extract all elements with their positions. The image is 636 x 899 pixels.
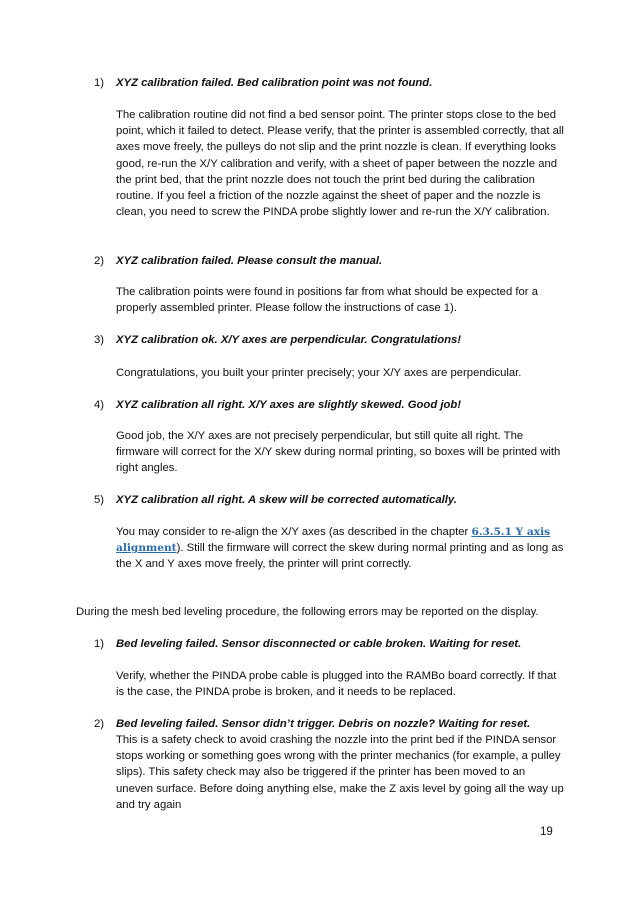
list-number: 1): [94, 77, 105, 89]
case-body: Verify, whether the PINDA probe cable is plugged into the RAMBo board correctly. If that is the case, the PINDA probe is broken, and it needs to be replaced.: [116, 670, 557, 699]
mesh-intro: During the mesh bed leveling procedure, the following errors may be reported on the display.: [76, 606, 539, 618]
case-heading: XYZ calibration all right. X/Y axes are slightly skewed. Good job!: [116, 399, 462, 411]
case-body: This is a safety check to avoid crashing the nozzle into the print bed if the PINDA sensor stops working or something goes wrong with the printer mechanics (for example, a pulley slips). This safety check may also be triggered if the printer has been moved to an uneven surface. Before doing anything else, make the Z axis level by going all the way up and try again: [116, 734, 564, 811]
case-body: The calibration routine did not find a bed sensor point. The printer stops close to the bed point, which it failed to detect. Please verify, that the printer is assembled correctly, that all axes move freely, the pulleys do not slip and the print nozzle is clean. If everything looks good, re-run the X/Y calibration and verify, with a sheet of paper between the nozzle and the print bed, that the print nozzle does not touch the print bed during the calibration routine. If you feel a friction of the nozzle against the sheet of paper and the nozzle is clean, you need to screw the PINDA probe slightly lower and re-run the X/Y calibration.: [116, 109, 564, 219]
case-body-text: You may consider to re-align the X/Y axes (as described in the chapter: [116, 526, 472, 538]
list-number: 2): [94, 718, 105, 730]
case-body: The calibration points were found in positions far from what should be expected for a properly assembled printer. Please follow the instructions of case 1).: [116, 286, 538, 315]
case-heading: XYZ calibration failed. Bed calibration point was not found.: [116, 77, 433, 89]
list-number: 3): [94, 334, 105, 346]
case-body: [116, 524, 564, 573]
list-number: 2): [94, 255, 105, 267]
case-heading: XYZ calibration all right. A skew will be corrected automatically.: [116, 494, 457, 506]
case-body: Good job, the X/Y axes are not precisely perpendicular, but still quite all right. The firmware will correct for the X/Y skew during normal printing, so boxes will be printed with right angles.: [116, 430, 561, 475]
list-number: 5): [94, 494, 105, 506]
case-heading: Bed leveling failed. Sensor didn’t trigger. Debris on nozzle? Waiting for reset.: [116, 718, 531, 730]
page-number: 19: [540, 826, 553, 838]
list-number: 1): [94, 638, 105, 650]
case-body: Congratulations, you built your printer precisely; your X/Y axes are perpendicular.: [116, 367, 522, 379]
list-number: 4): [94, 399, 105, 411]
case-heading: Bed leveling failed. Sensor disconnected or cable broken. Waiting for reset.: [116, 638, 522, 650]
case-heading: XYZ calibration ok. X/Y axes are perpendicular. Congratulations!: [116, 334, 462, 346]
chapter-link[interactable]: 6.3.5.1 Y axis alignment: [116, 526, 551, 555]
case-heading: XYZ calibration failed. Please consult the manual.: [116, 255, 383, 267]
case-body-text: ). Still the firmware will correct the skew during normal printing and as long as the X and Y axes move freely, the printer will print correctly.: [116, 542, 564, 571]
